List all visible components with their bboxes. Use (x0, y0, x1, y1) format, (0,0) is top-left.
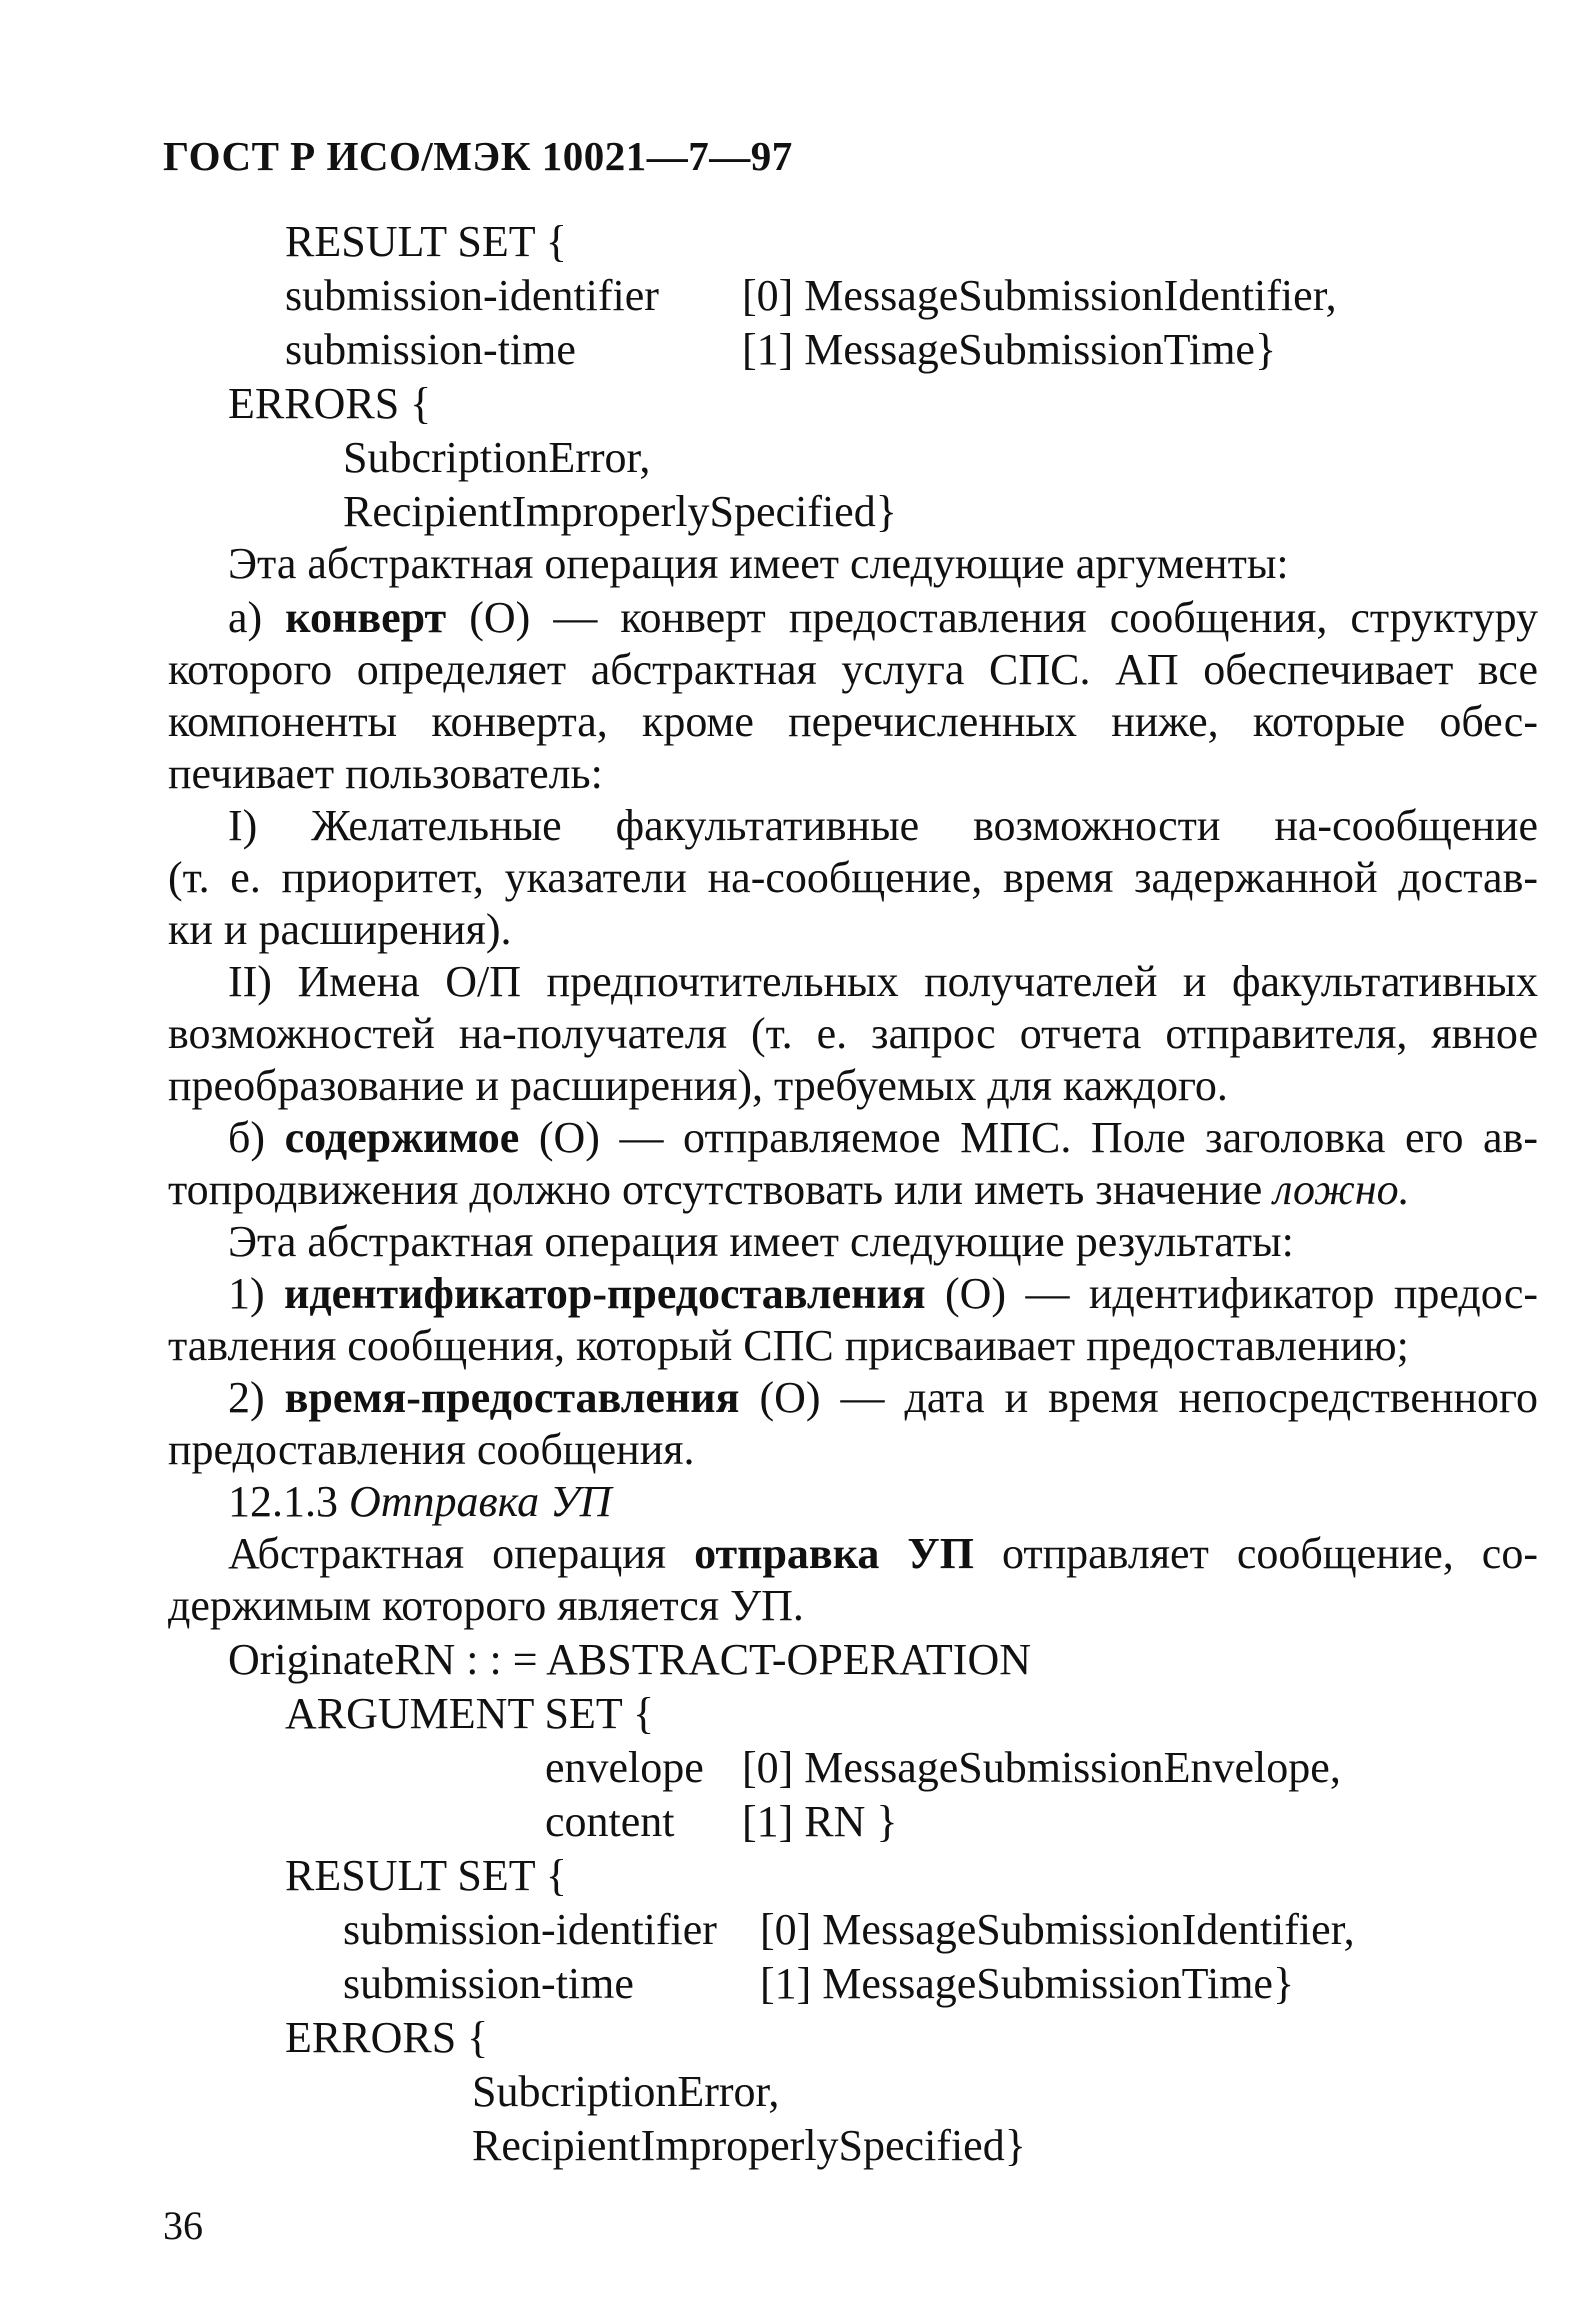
document-header: ГОСТ Р ИСО/МЭК 10021—7—97 (163, 133, 793, 179)
code-result-set: RESULT SET { (285, 217, 567, 266)
text-run: (О) — дата и время непосредственного (739, 1373, 1538, 1422)
code-result-field-name: submission-identifier (285, 271, 659, 320)
section-number: 12.1.3 (228, 1477, 349, 1526)
operation-line-1 (228, 1528, 1538, 1580)
term-soderzhimoe: содержимое (284, 1113, 520, 1162)
term-konvert: конверт (285, 593, 447, 642)
code-result-field-type: [0] MessageSubmissionIdentifier, (742, 271, 1337, 320)
code-argument-set: ARGUMENT SET { (285, 1689, 655, 1738)
code-error-item: RecipientImproperlySpecified} (472, 2121, 1026, 2170)
item-ii-line-1: II) Имена О/П предпочтительных получателей и факультативных (228, 957, 1538, 1006)
item-i-line-2: (т. е. приоритет, указатели на-сообщение, время задержанной достав- (168, 853, 1538, 902)
code-arg-type: [0] MessageSubmissionEnvelope, (742, 1743, 1341, 1792)
arg-b-line-1 (228, 1112, 1538, 1164)
arg-a-line-4: печивает пользователь: (168, 749, 603, 798)
code-result-field-type: [1] MessageSubmissionTime} (742, 325, 1277, 374)
code-declaration: OriginateRN : : = ABSTRACT-OPERATION (228, 1635, 1031, 1684)
list-marker: а) (228, 593, 286, 642)
code-arg-type: [1] RN } (742, 1797, 898, 1846)
code-result-field-type: [1] MessageSubmissionTime} (760, 1959, 1295, 2008)
code-result-field-name: submission-identifier (343, 1905, 717, 1954)
code-errors: ERRORS { (228, 379, 432, 428)
code-result-field-name: submission-time (343, 1959, 634, 2008)
results-intro: Эта абстрактная операция имеет следующие результаты: (228, 1217, 1294, 1266)
result-1-line-2: тавления сообщения, который СПС присваивает предоставлению; (168, 1321, 1409, 1370)
section-title: Отправка УП (349, 1477, 612, 1526)
code-arg-name: content (545, 1797, 675, 1846)
list-marker: 2) (228, 1373, 285, 1422)
code-arg-name: envelope (545, 1743, 704, 1792)
term-otpravka-up: отправка УП (694, 1529, 974, 1578)
text-run: (О) — отправляемое МПС. Поле заголовка его ав- (519, 1113, 1538, 1162)
page-number: 36 (163, 2203, 203, 2248)
code-error-item: SubcriptionError, (472, 2067, 780, 2116)
term-submission-time: время-предоставления (284, 1373, 740, 1422)
code-result-set: RESULT SET { (285, 1851, 567, 1900)
arg-a-line-2: которого определяет абстрактная услуга СПС. АП обеспечивает все (168, 645, 1538, 694)
term-submission-identifier: идентификатор-предоставления (284, 1269, 926, 1318)
result-2-line-1 (228, 1372, 1538, 1424)
item-i-line-1: I) Желательные факультативные возможности на-сообщение (228, 801, 1538, 850)
item-ii-line-2: возможностей на-получателя (т. е. запрос отчета отправителя, явное (168, 1009, 1538, 1058)
item-ii-line-3: преобразование и расширения), требуемых для каждого. (168, 1061, 1228, 1110)
code-errors: ERRORS { (285, 2013, 489, 2062)
result-2-line-2: предоставления сообщения. (168, 1425, 695, 1474)
arg-a-line-3: компоненты конверта, кроме перечисленных ниже, которые обес- (168, 697, 1538, 746)
code-error-item: RecipientImproperlySpecified} (343, 487, 897, 536)
text-run: топродвижения должно отсутствовать или иметь значение (168, 1165, 1274, 1214)
arg-b-line-2 (168, 1164, 1410, 1216)
section-heading (228, 1476, 612, 1528)
list-marker: 1) (228, 1269, 285, 1318)
arguments-intro: Эта абстрактная операция имеет следующие аргументы: (228, 539, 1289, 588)
text-run: (О) — идентификатор предос- (925, 1269, 1538, 1318)
code-error-item: SubcriptionError, (343, 433, 651, 482)
text-run: Абстрактная операция (228, 1529, 695, 1578)
arg-a-line-1 (228, 592, 1538, 644)
result-1-line-1 (228, 1268, 1538, 1320)
text-run: (О) — конверт предоставления сообщения, структуру (446, 593, 1538, 642)
item-i-line-3: ки и расширения). (168, 905, 512, 954)
code-result-field-type: [0] MessageSubmissionIdentifier, (760, 1905, 1355, 1954)
term-lozhno: ложно. (1273, 1165, 1410, 1214)
code-result-field-name: submission-time (285, 325, 576, 374)
operation-line-2: держимым которого является УП. (168, 1581, 804, 1630)
text-run: отправляет сообщение, со- (973, 1529, 1538, 1578)
list-marker: б) (228, 1113, 285, 1162)
